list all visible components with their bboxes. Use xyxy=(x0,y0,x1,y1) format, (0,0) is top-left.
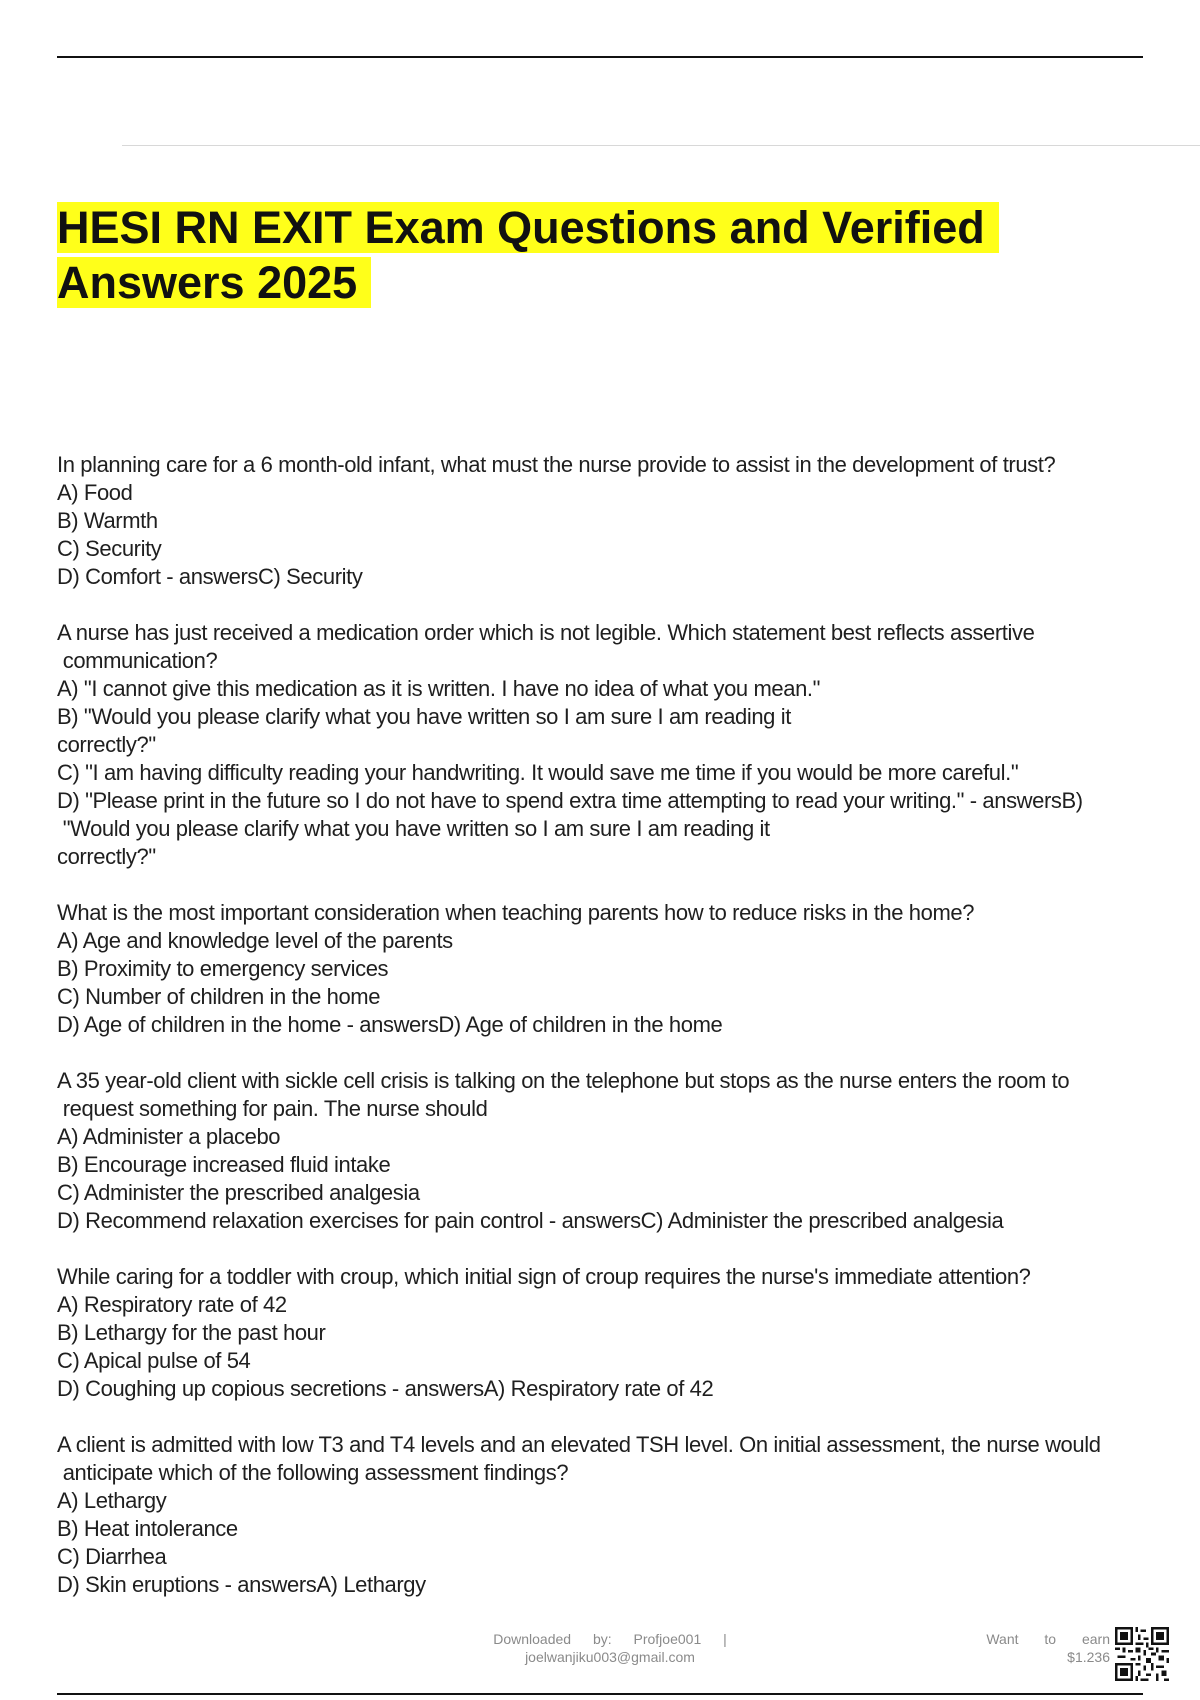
question-line: A) "I cannot give this medication as it is written. I have no idea of what you mean." xyxy=(57,676,821,701)
earn-promo[interactable] xyxy=(960,1630,1110,1666)
question-line: A) Respiratory rate of 42 xyxy=(57,1292,287,1317)
earn-amount: $1.236 xyxy=(1067,1649,1110,1665)
question-line: D) Comfort - answersC) Security xyxy=(57,564,363,589)
question-line: anticipate which of the following assessment findings? xyxy=(57,1460,569,1485)
question-line: D) Recommend relaxation exercises for pain control - answersC) Administer the prescribed analgesia xyxy=(57,1208,1004,1233)
question-line: D) Coughing up copious secretions - answersA) Respiratory rate of 42 xyxy=(57,1376,714,1401)
downloaded-by-text: Downloaded by: Profjoe001 | xyxy=(493,1631,727,1647)
question-line: C) Diarrhea xyxy=(57,1544,167,1569)
document-title-highlight: HESI RN EXIT Exam Questions and Verified Answers 2025 xyxy=(57,202,999,308)
bottom-rule xyxy=(57,1693,1143,1695)
question-line: B) Encourage increased fluid intake xyxy=(57,1152,391,1177)
question-text: A 35 year-old client with sickle cell crisis is talking on the telephone but stops as the nurse enters the room to xyxy=(57,1068,1070,1093)
question-line: C) Security xyxy=(57,536,162,561)
question-line: "Would you please clarify what you have written so I am sure I am reading it xyxy=(57,816,770,841)
question-block xyxy=(57,1067,1187,1235)
document-title xyxy=(57,200,1157,310)
question-line: A) Age and knowledge level of the parents xyxy=(57,928,453,953)
question-block xyxy=(57,619,1187,871)
question-line: C) "I am having difficulty reading your handwriting. It would save me time if you would be more careful." xyxy=(57,760,1019,785)
question-text: In planning care for a 6 month-old infant, what must the nurse provide to assist in the development of trust? xyxy=(57,452,1056,477)
question-block xyxy=(57,899,1187,1039)
question-line: D) Age of children in the home - answersD) Age of children in the home xyxy=(57,1012,723,1037)
question-line: correctly?" xyxy=(57,844,156,869)
question-line: B) Heat intolerance xyxy=(57,1516,238,1541)
question-line: B) "Would you please clarify what you have written so I am sure I am reading it xyxy=(57,704,791,729)
downloader-email: joelwanjiku003@gmail.com xyxy=(525,1649,695,1665)
qr-code-icon[interactable] xyxy=(1115,1627,1169,1681)
questions-list xyxy=(57,451,1187,1627)
question-text: What is the most important consideration when teaching parents how to reduce risks in the home? xyxy=(57,900,975,925)
question-line: A) Food xyxy=(57,480,133,505)
header-divider xyxy=(122,145,1200,146)
question-text: A nurse has just received a medication order which is not legible. Which statement best reflects assertive xyxy=(57,620,1035,645)
question-line: B) Warmth xyxy=(57,508,158,533)
question-line: D) "Please print in the future so I do not have to spend extra time attempting to read your writing." - answersB) xyxy=(57,788,1083,813)
question-line: request something for pain. The nurse should xyxy=(57,1096,488,1121)
question-text: While caring for a toddler with croup, which initial sign of croup requires the nurse's immediate attention? xyxy=(57,1264,1031,1289)
download-info xyxy=(440,1630,780,1666)
question-line: C) Administer the prescribed analgesia xyxy=(57,1180,420,1205)
question-line: C) Apical pulse of 54 xyxy=(57,1348,251,1373)
question-line: correctly?" xyxy=(57,732,156,757)
question-block xyxy=(57,451,1187,591)
question-block xyxy=(57,1431,1187,1599)
question-line: D) Skin eruptions - answersA) Lethargy xyxy=(57,1572,426,1597)
question-line: B) Proximity to emergency services xyxy=(57,956,389,981)
earn-text: Want to earn xyxy=(986,1631,1110,1647)
question-line: C) Number of children in the home xyxy=(57,984,381,1009)
question-line: A) Lethargy xyxy=(57,1488,167,1513)
question-line: B) Lethargy for the past hour xyxy=(57,1320,326,1345)
question-line: A) Administer a placebo xyxy=(57,1124,281,1149)
question-block xyxy=(57,1263,1187,1403)
question-line: communication? xyxy=(57,648,218,673)
top-rule xyxy=(57,56,1143,58)
question-text: A client is admitted with low T3 and T4 levels and an elevated TSH level. On initial assessment, the nurse would xyxy=(57,1432,1101,1457)
